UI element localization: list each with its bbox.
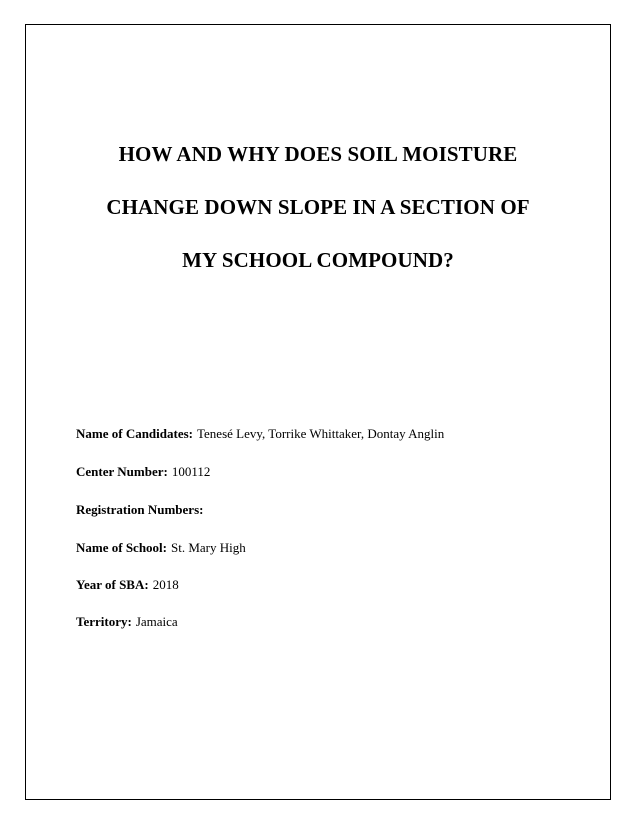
year-value: 2018 <box>152 577 179 592</box>
candidates-label: Name of Candidates: <box>76 426 193 441</box>
title-line-1: HOW AND WHY DOES SOIL MOISTURE <box>118 142 518 166</box>
year-field <box>76 577 179 593</box>
center-number-value: 100112 <box>171 464 211 479</box>
candidates-field <box>76 426 444 442</box>
territory-value: Jamaica <box>135 614 178 629</box>
territory-field <box>76 614 178 630</box>
registration-numbers-field <box>76 502 207 518</box>
school-label: Name of School: <box>76 540 167 555</box>
territory-label: Territory: <box>76 614 132 629</box>
title-line-2: CHANGE DOWN SLOPE IN A SECTION OF <box>106 195 530 219</box>
center-number-field <box>76 464 210 480</box>
year-label: Year of SBA: <box>76 577 149 592</box>
school-value: St. Mary High <box>171 540 246 555</box>
page-border <box>25 24 611 800</box>
center-number-label: Center Number: <box>76 464 168 479</box>
school-field <box>76 540 246 556</box>
registration-numbers-label: Registration Numbers: <box>76 502 204 517</box>
candidates-value: Tenesé Levy, Torrike Whittaker, Dontay Anglin <box>197 426 445 441</box>
title-line-3: MY SCHOOL COMPOUND? <box>182 248 454 272</box>
